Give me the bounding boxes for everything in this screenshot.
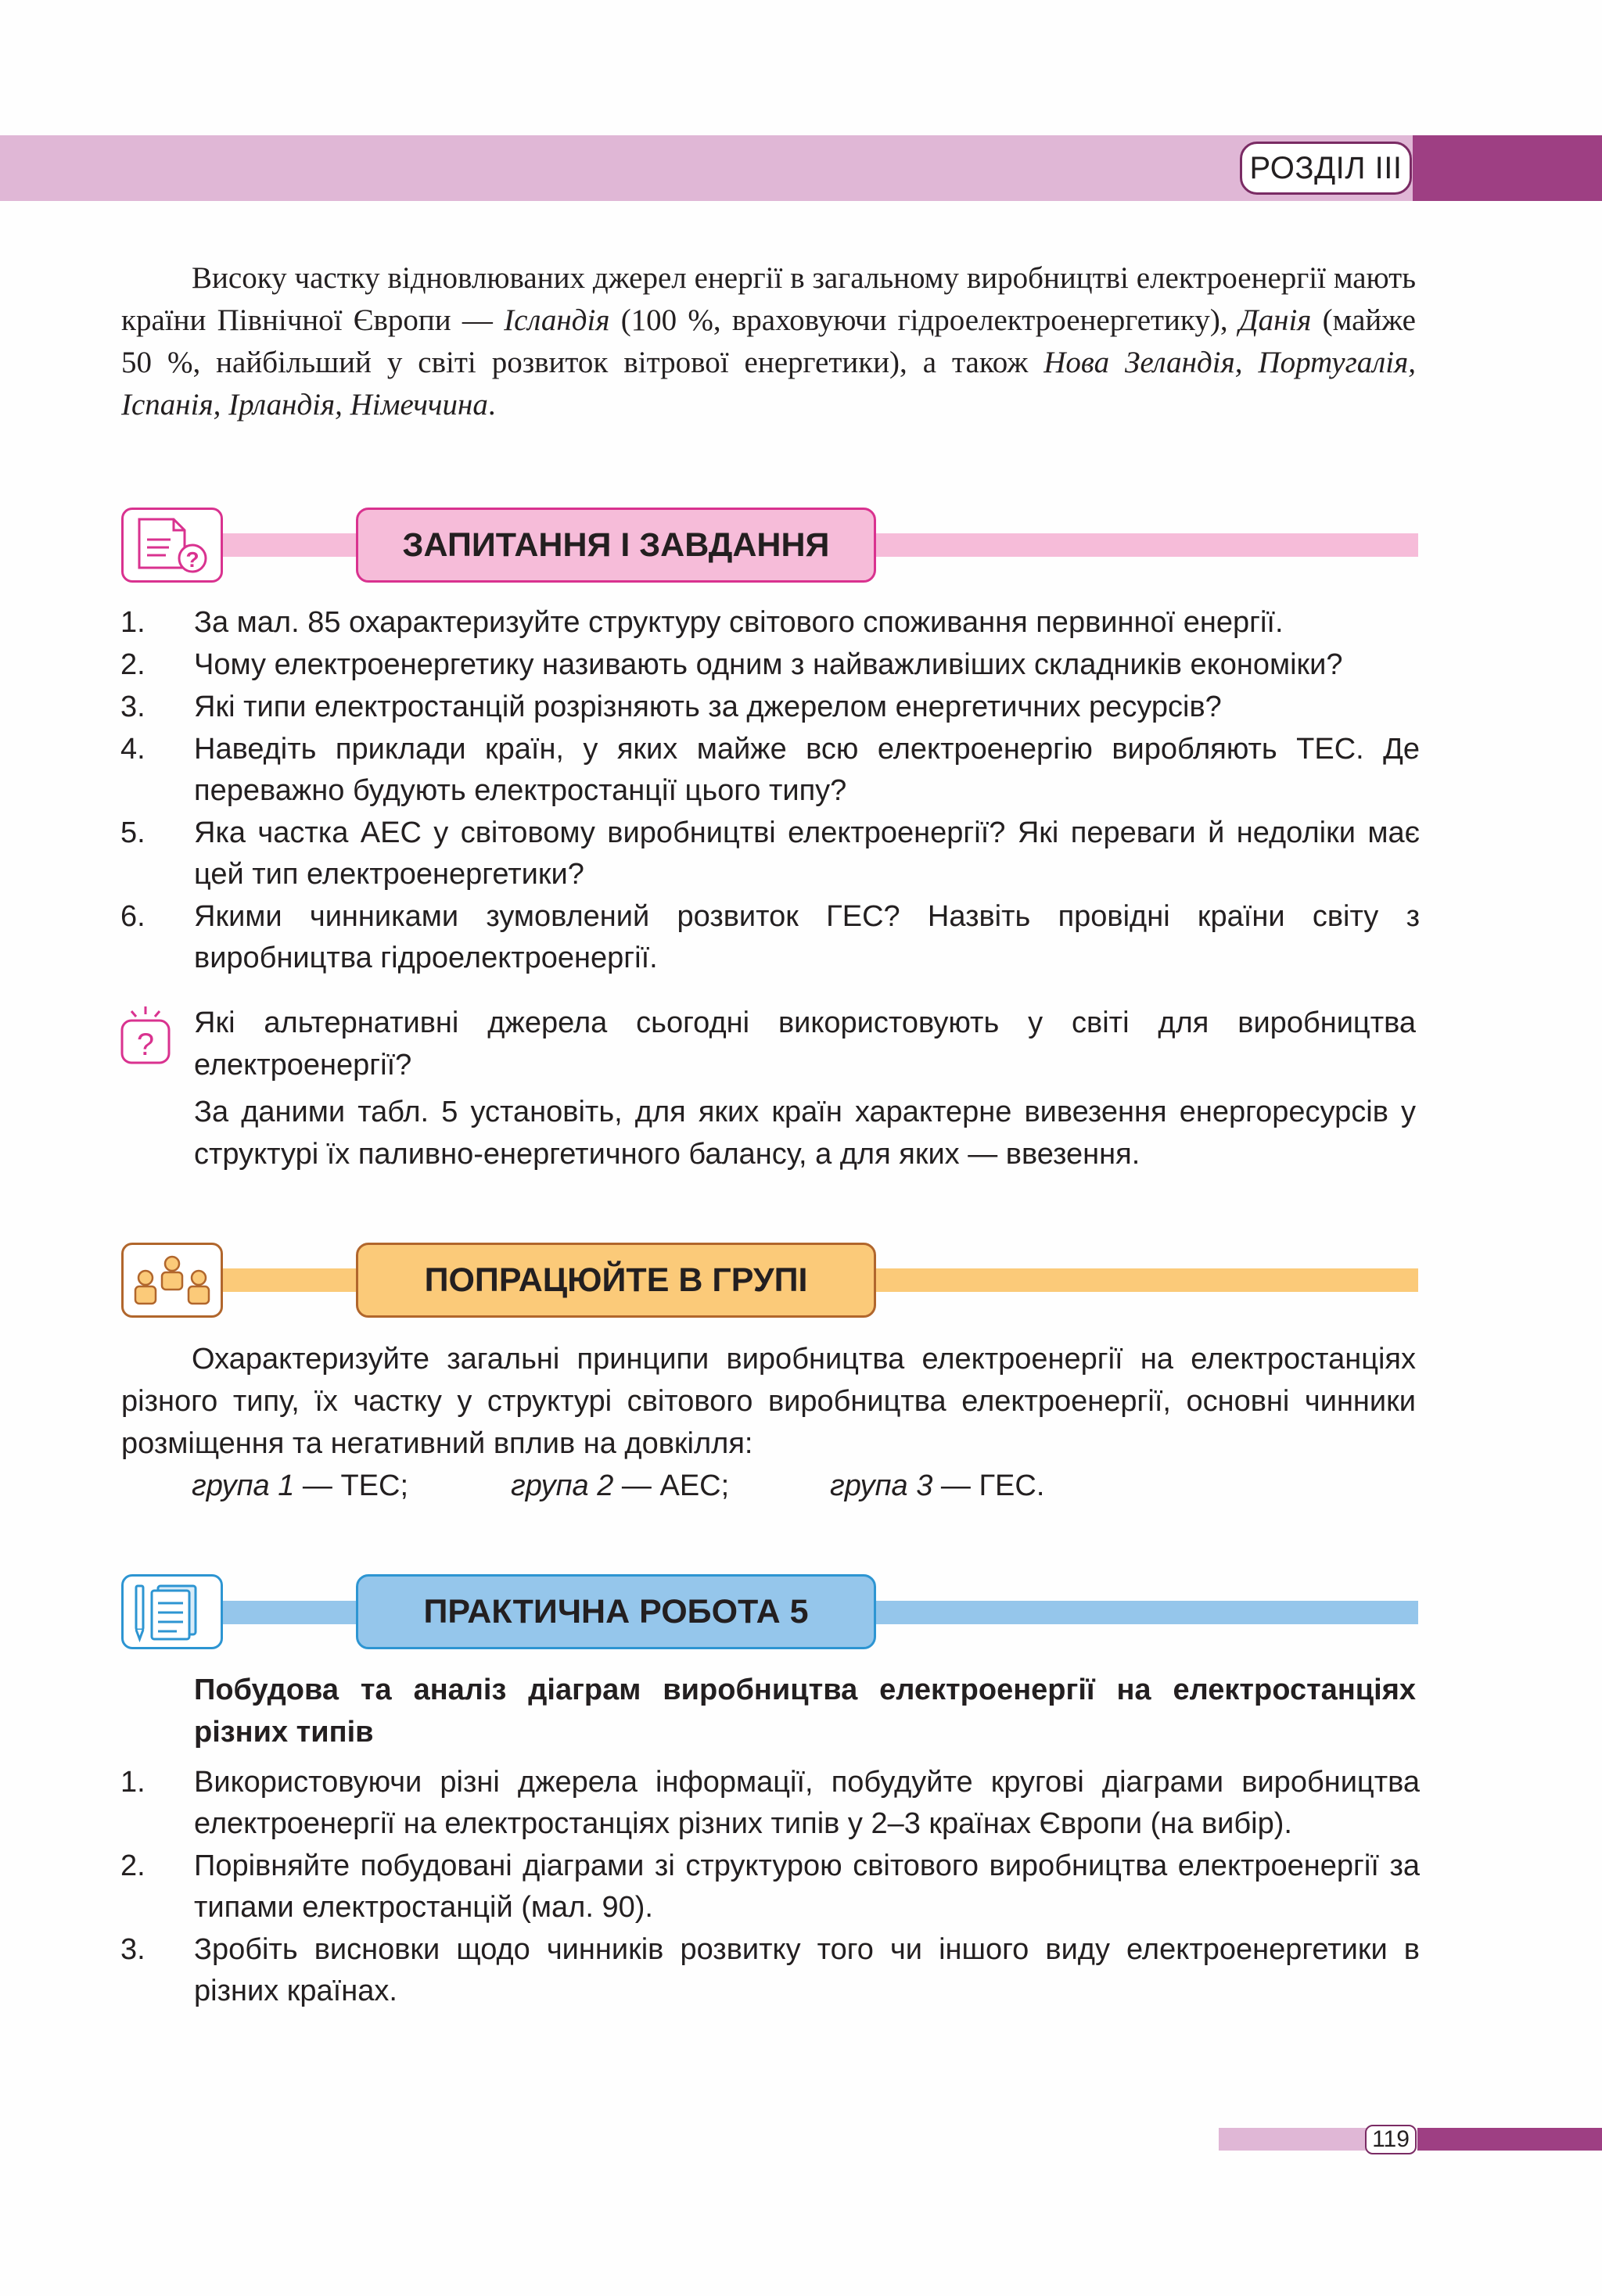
think-question-1: Які альтернативні джерела сьогодні використовують у світі для виробництва електроенергії? (194, 1006, 1416, 1082)
question-sheet-icon (121, 508, 223, 583)
intro-paragraph: Високу частку відновлюваних джерел енергії в загальному виробництві електроенергії мають країни Північної Європи — Ісландія (100 %, враховуючи гідроелектроенергетику), Данія (майже 50 %, найбільший у світі розвиток вітрової енергетики), а також Нова Зеландія, Португалія, Іспанія, Ірландія, Німеччина. (121, 261, 1416, 422)
list-item: 5. Яка частка АЕС у світовому виробництві електроенергії? Які переваги й недоліки має цей тип електроенергетики? (120, 816, 1420, 891)
list-item: 1. За мал. 85 охарактеризуйте структуру світового споживання первинної енергії. (120, 606, 1284, 639)
practical-title: ПРАКТИЧНА РОБОТА 5 (356, 1574, 876, 1649)
group-title: ПОПРАЦЮЙТЕ В ГРУПІ (356, 1243, 876, 1318)
list-item: 3. Які типи електростанцій розрізняють за джерелом енергетичних ресурсів? (120, 691, 1222, 723)
list-item: 6. Якими чинниками зумовлений розвиток ГЕС? Назвіть провідні країни світу з виробництва гідроелектроенергії. (120, 900, 1420, 974)
notebook-pen-icon (121, 1574, 223, 1649)
country-others: Нова Зеландія, Португалія, Іспанія, Ірландія, Німеччина (121, 346, 1416, 422)
people-group-icon (121, 1243, 223, 1318)
list-item: 1. Використовуючи різні джерела інформації, побудуйте кругові діаграми виробництва електроенергії на електростанціях різних типів у 2–3 країнах Європи (на вибір). (120, 1766, 1420, 1840)
svg-text:?: ? (185, 547, 199, 572)
list-item: 4. Наведіть приклади країн, у яких майже всю електроенергію виробляють ТЕС. Де переважно будують електростанції цього типу? (120, 733, 1420, 807)
page-number: 119 (1365, 2125, 1417, 2154)
lightbulb-question-icon (117, 1003, 180, 1066)
group-3: група 3 — ГЕС. (830, 1469, 1045, 1502)
group-2: група 2 — АЕС; (511, 1469, 730, 1502)
header-band-accent (1413, 135, 1602, 201)
list-item: 2. Чому електроенергетику називають одним з найважливіших складників економіки? (120, 648, 1343, 681)
country-iceland: Ісландія (504, 303, 610, 337)
list-item: 3. Зробіть висновки щодо чинників розвитку того чи іншого виду електроенергетики в різних країнах. (120, 1933, 1420, 2007)
country-denmark: Данія (1238, 303, 1312, 337)
section-label: РОЗДІЛ III (1240, 142, 1412, 195)
practical-list (117, 1762, 1420, 2013)
questions-title: ЗАПИТАННЯ І ЗАВДАННЯ (356, 508, 876, 583)
list-item: 2. Порівняйте побудовані діаграми зі структурою світового виробництва електроенергії за типами електростанцій (мал. 90). (120, 1849, 1420, 1924)
footer-band (1219, 2128, 1367, 2151)
practical-subtitle: Побудова та аналіз діаграм виробництва електроенергії на електростанціях різних типів (194, 1674, 1416, 1749)
group-task-text: Охарактеризуйте загальні принципи виробництва електроенергії на електростанціях різного типу, їх частку у структурі світового виробництва електроенергії, основні чинники розміщення та негативний вплив на довкілля: (121, 1343, 1416, 1460)
think-question-2: За даними табл. 5 установіть, для яких країн характерне вивезення енергоресурсів у структурі їх паливно-енергетичного балансу, а для яких — ввезення. (194, 1096, 1416, 1171)
questions-list (117, 602, 1420, 980)
footer-band-accent (1417, 2128, 1602, 2151)
group-1: група 1 — ТЕС; (192, 1469, 409, 1502)
svg-text:?: ? (136, 1028, 155, 1062)
